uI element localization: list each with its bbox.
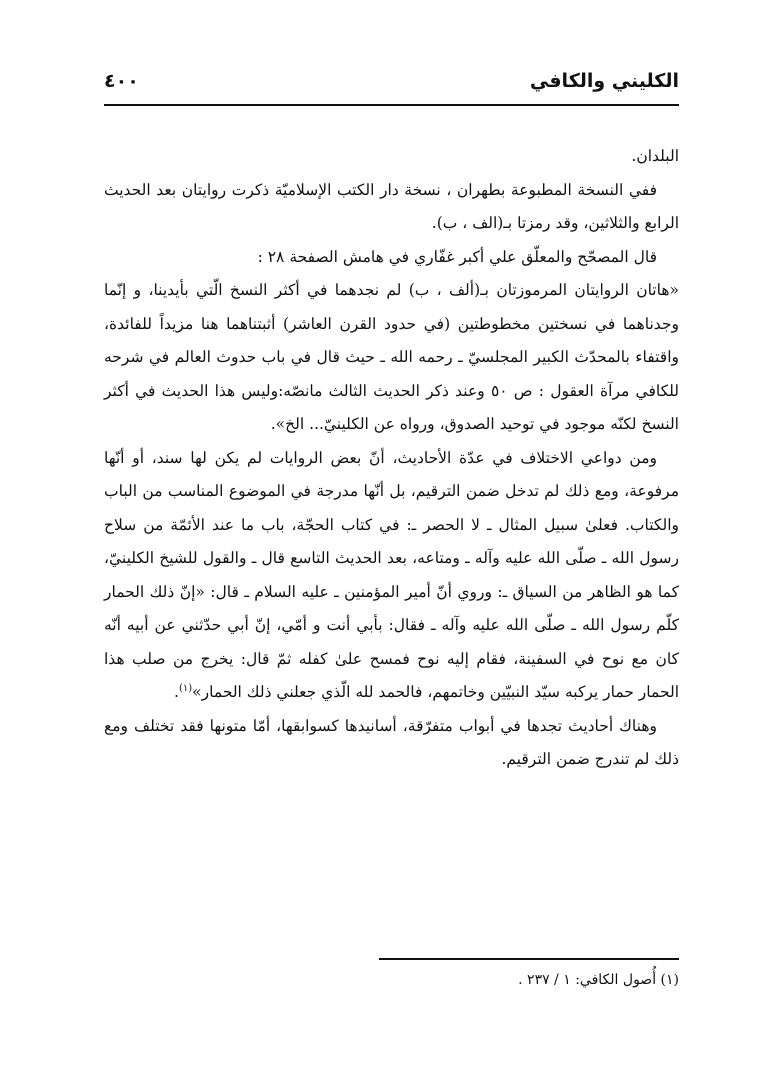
footnote: (١) أُصول الكافي: ١ / ٢٣٧ . bbox=[518, 972, 679, 988]
paragraph-5-text: ومن دواعي الاختلاف في عدّة الأحاديث، أنّ بعض الروايات لم يكن لها سند، أو أنّها مرفوعة، ومع ذلك لم تدخل ضمن الترقيم، بل أنّها مدرجة في الموضوع المناسب من الباب والكتاب. فعلىٰ سبيل المثال ـ لا الحصر ـ: في كتاب الحجّة، باب ما عند الأئمّة من سلاح رسول الله ـ صلّى الله عليه وآله ـ ومتاعه، بعد الحديث التاسع قال ـ والقول للشيخ الكلينيّ، كما هو الظاهر من السياق ـ: وروي أنّ أمير المؤمنين ـ عليه السلام ـ قال: «إنّ ذلك الحمار كلّم رسول الله ـ صلّى الله عليه وآله ـ فقال: بأبي أنت و أمّي، إنّ أبي حدّثني عن أبيه أنّه كان مع نوح في السفينة، فقام إليه نوح فمسح علىٰ كفله ثمّ قال: يخرج من صلب هذا الحمار حمار يركبه سيّد النبيّين وخاتمهم، فالحمد لله الّذي جعلني ذلك الحمار» bbox=[104, 448, 679, 701]
paragraph-6: وهناك أحاديث تجدها في أبواب متفرّقة، أسانيدها كسوابقها، أمّا متونها فقد تختلف ومع ذلك لم تندرج ضمن الترقيم. bbox=[104, 716, 679, 768]
header-rule bbox=[104, 104, 679, 106]
paragraph-2: ففي النسخة المطبوعة بطهران ، نسخة دار الكتب الإسلاميّة ذكرت روايتان بعد الحديث الرابع والثلاثين، وقد رمزتا بـ(الف ، ب). bbox=[104, 180, 679, 232]
running-title: الكليني والكافي bbox=[529, 70, 679, 92]
footnote-marker[interactable]: (١) bbox=[178, 682, 193, 694]
body-text bbox=[104, 140, 679, 777]
paragraph-1: البلدان. bbox=[631, 147, 679, 165]
paragraph-5: ومن دواعي الاختلاف في عدّة الأحاديث، أنّ بعض الروايات لم يكن لها سند، أو أنّها مرفوعة، ومع ذلك لم تدخل ضمن الترقيم، بل أنّها مدرجة في الموضوع المناسب من الباب والكتاب. فعلىٰ سبيل المثال ـ لا الحصر ـ: في كتاب الحجّة، باب ما عند الأئمّة من سلاح رسول الله ـ صلّى الله عليه وآله ـ ومتاعه، بعد الحديث التاسع قال ـ والقول للشيخ الكلينيّ، كما هو الظاهر من السياق ـ: وروي أنّ أمير المؤمنين ـ عليه السلام ـ قال: «إنّ ذلك الحمار كلّم رسول الله ـ صلّى الله عليه وآله ـ فقال: بأبي أنت و أمّي، إنّ أبي حدّثني عن أبيه أنّه كان مع نوح في السفينة، فقام إليه نوح فمسح علىٰ كفله ثمّ قال: يخرج من صلب هذا الحمار حمار يركبه سيّد النبيّين وخاتمهم، فالحمد لله الّذي جعلني ذلك الحمار»$^{(١)}$. bbox=[104, 448, 679, 701]
page-number: ٤٠٠ bbox=[104, 70, 139, 92]
paragraph-3: قال المصحّح والمعلّق علي أكبر غفّاري في هامش الصفحة ٢٨ : bbox=[257, 247, 657, 266]
quote-paragraph: «هاتان الروايتان المرموزتان بـ(ألف ، ب) لم نجدهما في أكثر النسخ الّتي بأيدينا، و إنّما وجدناهما في نسختين مخطوطتين (في حدود القرن العاشر) أثبتناهما هنا مزيداً للفائدة، واقتفاء بالمحدّث الكبير المجلسيّ ـ رحمه الله ـ حيث قال في باب حدوث العالم في شرحه للكافي مرآة العقول : ص ٥٠ وعند ذكر الحديث الثالث مانصّه:وليس هذا الحديث في أكثر النسخ لكنّه موجود في توحيد الصدوق، ورواه عن الكلينيّ... الخ». bbox=[104, 281, 679, 433]
footnote-rule bbox=[379, 958, 679, 960]
page-header bbox=[104, 64, 679, 98]
